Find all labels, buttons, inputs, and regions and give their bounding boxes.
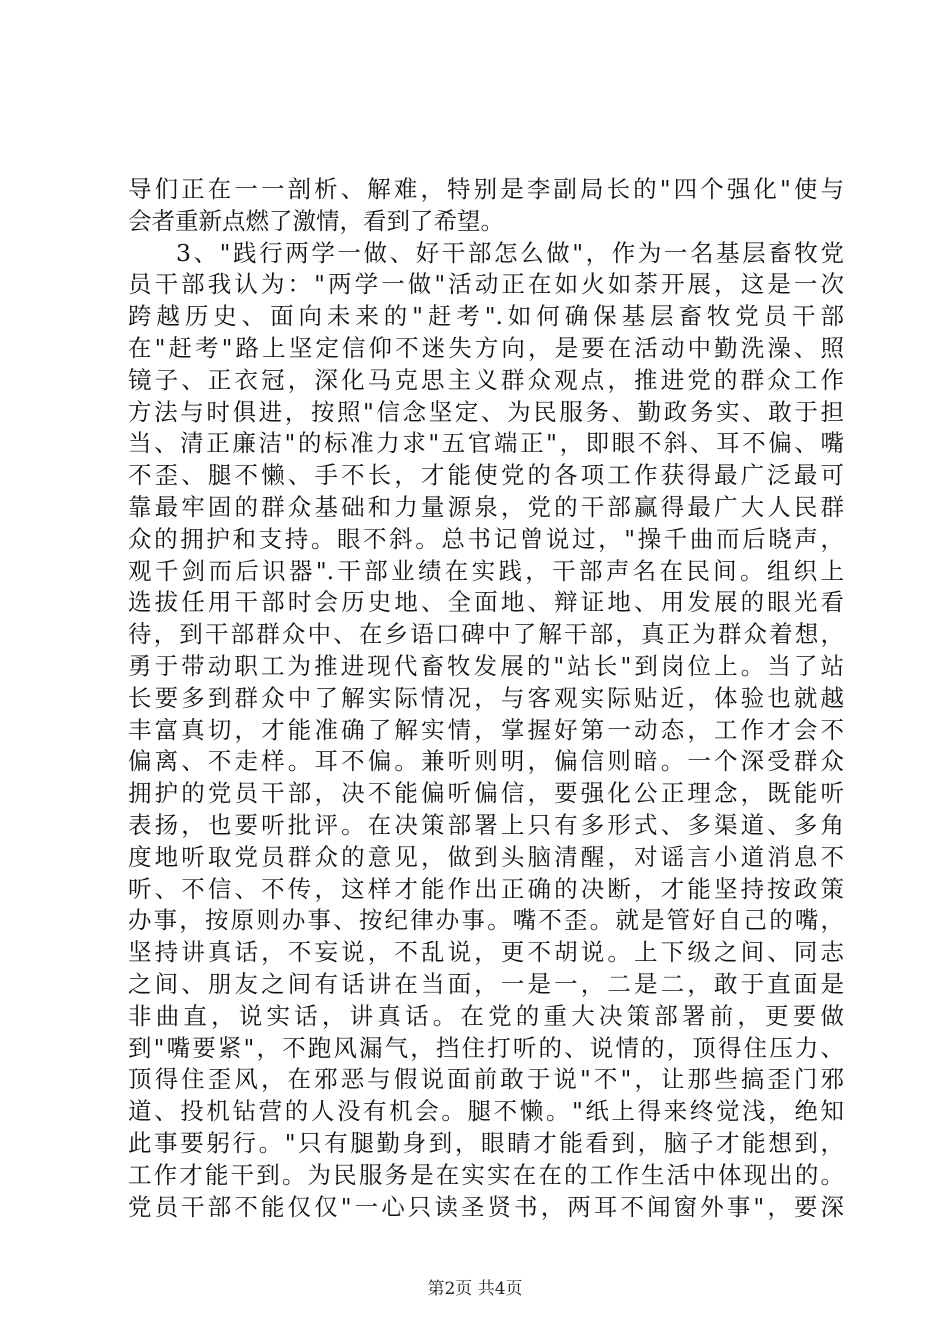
text-line: 到"嘴要紧"，不跑风漏气，挡住打听的、说情的，顶得住压力、 <box>128 1033 844 1062</box>
text-line: 方法与时俱进，按照"信念坚定、为民服务、勤政务实、敢于担 <box>128 397 844 426</box>
text-line: 3、"践行两学一做、好干部怎么做"，作为一名基层畜牧党 <box>176 238 844 267</box>
text-line: 此事要躬行。"只有腿勤身到，眼睛才能看到，脑子才能想到， <box>128 1128 844 1157</box>
text-line: 办事，按原则办事、按纪律办事。嘴不歪。就是管好自己的嘴， <box>128 906 844 935</box>
text-line: 工作才能干到。为民服务是在实实在在的工作生活中体现出的。 <box>128 1160 844 1189</box>
text-line: 导们正在一一剖析、解难，特别是李副局长的"四个强化"使与 <box>128 175 844 203</box>
text-line: 之间、朋友之间有话讲在当面，一是一，二是二，敢于直面是 <box>128 969 844 998</box>
text-line: 众的拥护和支持。眼不斜。总书记曾说过，"操千曲而后晓声， <box>128 524 844 553</box>
text-line: 度地听取党员群众的意见，做到头脑清醒，对谣言小道消息不 <box>128 842 844 871</box>
text-line: 在"赶考"路上坚定信仰不迷失方向，是要在活动中勤洗澡、照 <box>128 333 844 362</box>
text-line: 当、清正廉洁"的标准力求"五官端正"，即眼不斜、耳不偏、嘴 <box>128 429 844 458</box>
text-line: 丰富真切，才能准确了解实情，掌握好第一动态，工作才会不 <box>128 715 844 744</box>
text-line: 道、投机钻营的人没有机会。腿不懒。"纸上得来终觉浅，绝知 <box>128 1097 844 1126</box>
text-line: 听、不信、不传，这样才能作出正确的决断，才能坚持按政策 <box>128 874 844 903</box>
text-line: 观千剑而后识器".干部业绩在实践，干部声名在民间。组织上 <box>128 556 844 585</box>
text-line: 选拔任用干部时会历史地、全面地、辩证地、用发展的眼光看 <box>128 588 844 617</box>
text-line: 待，到干部群众中、在乡语口碑中了解干部，真正为群众着想， <box>128 620 844 649</box>
text-line: 长要多到群众中了解实际情况，与客观实际贴近，体验也就越 <box>128 683 844 712</box>
text-line: 表扬，也要听批评。在决策部署上只有多形式、多渠道、多角 <box>128 810 844 839</box>
page-footer: 第2页 共4页 <box>427 1279 523 1299</box>
text-line: 非曲直，说实话，讲真话。在党的重大决策部署前，更要做 <box>128 1001 844 1030</box>
text-line: 不歪、腿不懒、手不长，才能使党的各项工作获得最广泛最可 <box>128 461 844 490</box>
text-line: 党员干部不能仅仅"一心只读圣贤书，两耳不闻窗外事"，要深 <box>128 1192 844 1221</box>
text-line: 镜子、正衣冠，深化马克思主义群众观点，推进党的群众工作 <box>128 365 844 394</box>
text-line: 偏离、不走样。耳不偏。兼听则明，偏信则暗。一个深受群众 <box>128 747 844 776</box>
text-line: 顶得住歪风，在邪恶与假说面前敢于说"不"，让那些搞歪门邪 <box>128 1065 844 1094</box>
text-line: 坚持讲真话，不妄说，不乱说，更不胡说。上下级之间、同志 <box>128 938 844 967</box>
text-line: 跨越历史、面向未来的"赶考".如何确保基层畜牧党员干部 <box>128 302 844 331</box>
text-line: 拥护的党员干部，决不能偏听偏信，要强化公正理念，既能听 <box>128 779 844 808</box>
body-text <box>128 174 844 1223</box>
text-line: 会者重新点燃了激情，看到了希望。 <box>128 206 504 235</box>
text-line: 员干部我认为："两学一做"活动正在如火如荼开展，这是一次 <box>128 270 844 299</box>
text-line: 靠最牢固的群众基础和力量源泉，党的干部赢得最广大人民群 <box>128 492 844 521</box>
text-line: 勇于带动职工为推进现代畜牧发展的"站长"到岗位上。当了站 <box>128 651 844 680</box>
